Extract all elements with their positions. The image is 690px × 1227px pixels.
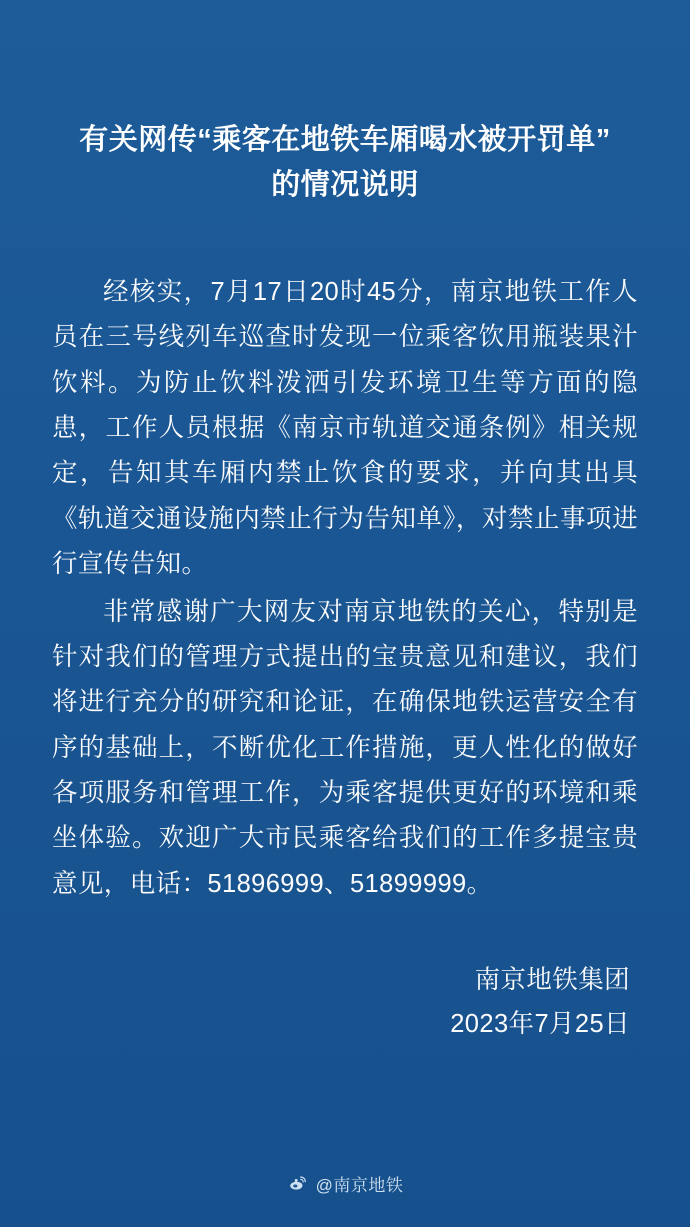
paragraph-group	[52, 270, 638, 907]
weibo-handle: @南京地铁	[315, 1175, 404, 1195]
signature-block	[52, 959, 638, 1047]
page-title	[52, 118, 638, 208]
signature-organization: 南京地铁集团	[474, 966, 630, 995]
weibo-icon	[287, 1173, 308, 1194]
page-title-line-1: 有关网传“乘客在地铁车厢喝水被开罚单”	[79, 124, 611, 156]
signature-date: 2023年7月25日	[450, 1009, 630, 1038]
footer-watermark	[0, 1153, 690, 1227]
paragraph-2: 非常感谢广大网友对南京地铁的关心，特别是针对我们的管理方式提出的宝贵意见和建议，我们将进行充分的研究和论证，在确保地铁运营安全有序的基础上，不断优化工作措施，更人性化的做好各项服务和管理工作，为乘客提供更好的环境和乘坐体验。欢迎广大市民乘客给我们的工作多提宝贵意见，电话：51896999、51899999。	[52, 597, 638, 898]
page-title-line-2: 的情况说明	[271, 168, 419, 201]
paragraph-1: 经核实，7月17日20时45分，南京地铁工作人员在三号线列车巡查时发现一位乘客饮用瓶装果汁饮料。为防止饮料泼洒引发环境卫生等方面的隐患，工作人员根据《南京市轨道交通条例》相关规定，告知其车厢内禁止饮食的要求，并向其出具《轨道交通设施内禁止行为告知单》，对禁止事项进行宣传告知。	[52, 277, 638, 579]
